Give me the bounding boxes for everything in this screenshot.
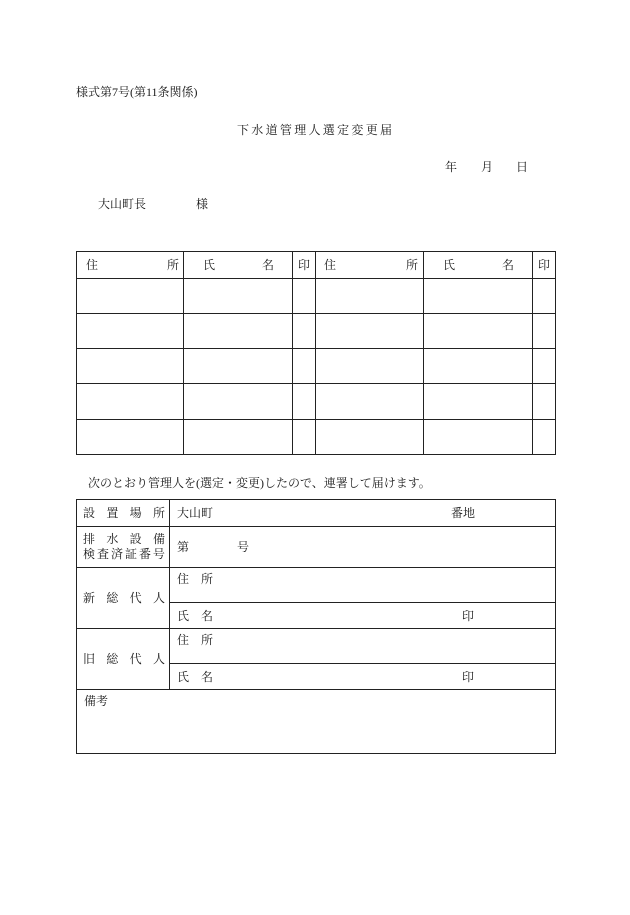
label-char: 氏	[203, 258, 216, 272]
label-char: 代	[129, 590, 142, 605]
certificate-prefix: 第	[177, 540, 190, 554]
label-char: 場	[129, 505, 142, 520]
label-char: 証	[124, 547, 137, 561]
form-title: 下水道管理人選定変更届	[237, 123, 395, 137]
remarks-cell	[77, 690, 556, 754]
label-char: 検	[83, 547, 96, 561]
header-address	[77, 252, 184, 279]
address-cell	[77, 349, 184, 384]
new-representative-label	[83, 591, 165, 606]
name-cell	[184, 349, 293, 384]
label-char: 住	[324, 258, 337, 272]
new-representative-seal-label: 印	[462, 608, 475, 623]
label-char: 印	[537, 258, 550, 272]
name-cell	[424, 349, 533, 384]
header-seal	[293, 252, 316, 279]
former-representative-label	[83, 652, 165, 667]
address-cell	[77, 420, 184, 455]
label-char: 所	[152, 505, 165, 520]
label-char: 人	[152, 651, 165, 666]
label-char: 代	[129, 651, 142, 666]
former-representative-name-cell	[170, 664, 556, 690]
header-name	[424, 252, 533, 279]
label-char: 水	[106, 532, 119, 546]
seal-cell	[533, 384, 556, 420]
address-cell	[316, 279, 424, 314]
new-representative-address-cell	[170, 568, 556, 603]
label-char: 名	[501, 258, 514, 272]
former-representative-address-cell	[170, 629, 556, 664]
new-representative-label-cell	[77, 568, 170, 629]
label-char: 所	[166, 258, 179, 272]
address-cell	[77, 314, 184, 349]
label-char: 号	[152, 547, 165, 561]
location-label-cell	[77, 500, 170, 527]
certificate-label-line1	[83, 532, 165, 547]
location-value-cell	[170, 500, 556, 527]
seal-cell	[293, 420, 316, 455]
location-lot-suffix: 番地	[451, 506, 476, 520]
seal-cell	[533, 314, 556, 349]
date-year-label: 年	[445, 160, 458, 174]
certificate-label-line2	[83, 547, 165, 562]
new-representative-name-cell	[170, 603, 556, 629]
addressee-honorific: 様	[196, 197, 209, 211]
label-char: 排	[83, 532, 96, 546]
seal-cell	[533, 279, 556, 314]
label-char: 総	[106, 590, 119, 605]
former-representative-seal-label: 印	[462, 669, 475, 684]
label-char: 設	[129, 532, 142, 546]
name-cell	[184, 384, 293, 420]
addressee-name: 大山町長	[98, 197, 147, 211]
label-char: 人	[152, 590, 165, 605]
label-char: 済	[110, 547, 123, 561]
address-cell	[316, 349, 424, 384]
seal-cell	[533, 420, 556, 455]
name-cell	[424, 420, 533, 455]
label-char: 総	[106, 651, 119, 666]
label-char: 備	[152, 532, 165, 546]
certificate-label-cell	[77, 527, 170, 568]
statement: 次のとおり管理人を(選定・変更)したので、連署して届けます。	[88, 476, 431, 490]
label-char: 旧	[83, 651, 96, 666]
name-cell	[184, 314, 293, 349]
seal-cell	[533, 349, 556, 384]
location-town: 大山町	[177, 506, 214, 520]
former-representative-name-label: 氏名	[177, 669, 226, 684]
date-day-label: 日	[516, 160, 529, 174]
seal-cell	[293, 349, 316, 384]
seal-cell	[293, 279, 316, 314]
details-table	[76, 499, 556, 754]
header-seal	[533, 252, 556, 279]
label-char: 住	[86, 258, 99, 272]
label-char: 設	[83, 505, 96, 520]
seal-cell	[293, 384, 316, 420]
name-cell	[184, 420, 293, 455]
name-cell	[424, 314, 533, 349]
address-cell	[316, 314, 424, 349]
former-representative-label-cell	[77, 629, 170, 690]
label-char: 所	[405, 258, 418, 272]
name-cell	[424, 384, 533, 420]
address-cell	[316, 384, 424, 420]
name-cell	[424, 279, 533, 314]
header-name	[184, 252, 293, 279]
former-representative-address-label: 住所	[177, 633, 226, 647]
new-representative-address-label: 住所	[177, 572, 226, 586]
signatories-table	[76, 251, 556, 455]
label-char: 置	[106, 505, 119, 520]
certificate-value-cell	[170, 527, 556, 568]
label-char: 印	[297, 258, 310, 272]
remarks-label: 備考	[84, 694, 109, 708]
date-month-label: 月	[481, 160, 494, 174]
label-char: 新	[83, 590, 96, 605]
address-cell	[316, 420, 424, 455]
label-char: 番	[138, 547, 151, 561]
certificate-suffix: 号	[237, 540, 250, 554]
form-number: 様式第7号(第11条関係)	[76, 85, 198, 99]
address-cell	[77, 384, 184, 420]
seal-cell	[293, 314, 316, 349]
label-char: 名	[261, 258, 274, 272]
location-label	[83, 506, 165, 521]
name-cell	[184, 279, 293, 314]
header-address	[316, 252, 424, 279]
address-cell	[77, 279, 184, 314]
label-char: 査	[96, 547, 109, 561]
new-representative-name-label: 氏名	[177, 608, 226, 623]
label-char: 氏	[443, 258, 456, 272]
